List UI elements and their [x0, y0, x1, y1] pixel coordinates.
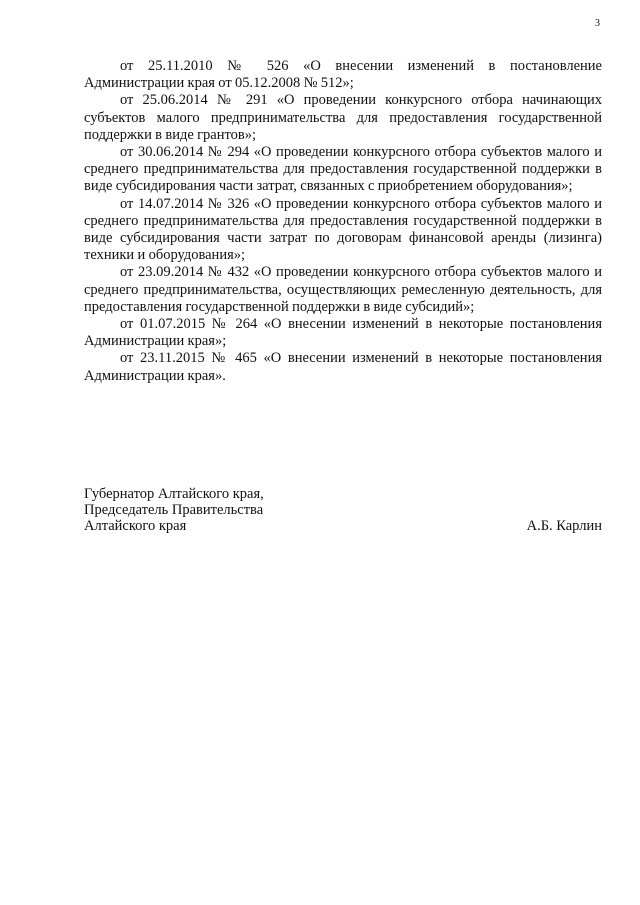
signatory-name: А.Б. Карлин — [526, 518, 602, 534]
resolution-item: от 01.07.2015 № 264 «О внесении изменений в некоторые постановления Администрации края»; — [84, 316, 602, 350]
resolution-item: от 25.11.2010 № 526 «О внесении изменений в постановление Администрации края от 05.12.2008 № 512»; — [84, 58, 602, 92]
resolution-item: от 30.06.2014 № 294 «О проведении конкурсного отбора субъектов малого и среднего предпринимательства для предоставления государственной поддержки в виде субсидирования части затрат, связанных с приобретением оборудования»; — [84, 144, 602, 195]
resolution-item: от 23.09.2014 № 432 «О проведении конкурсного отбора субъектов малого и среднего предпринимательства, осуществляющих ремесленную деятельность, для предоставления государственной поддержки в виде субсидий»; — [84, 264, 602, 315]
page-number: 3 — [595, 18, 600, 29]
resolution-item: от 23.11.2015 № 465 «О внесении изменений в некоторые постановления Администрации края». — [84, 350, 602, 384]
signature-block — [84, 486, 602, 534]
resolution-item: от 25.06.2014 № 291 «О проведении конкурсного отбора начинающих субъектов малого предпринимательства для предоставления государственной поддержки в виде грантов»; — [84, 92, 602, 143]
signatory-title-line: Алтайского края — [84, 518, 187, 534]
resolution-item: от 14.07.2014 № 326 «О проведении конкурсного отбора субъектов малого и среднего предпринимательства для предоставления государственной поддержки в виде субсидирования части затрат по договорам финансовой аренды (лизинга) техники и оборудования»; — [84, 195, 602, 264]
document-body — [84, 58, 602, 385]
signatory-title-line: Губернатор Алтайского края, — [84, 486, 264, 502]
signatory-title-line: Председатель Правительства — [84, 502, 264, 518]
